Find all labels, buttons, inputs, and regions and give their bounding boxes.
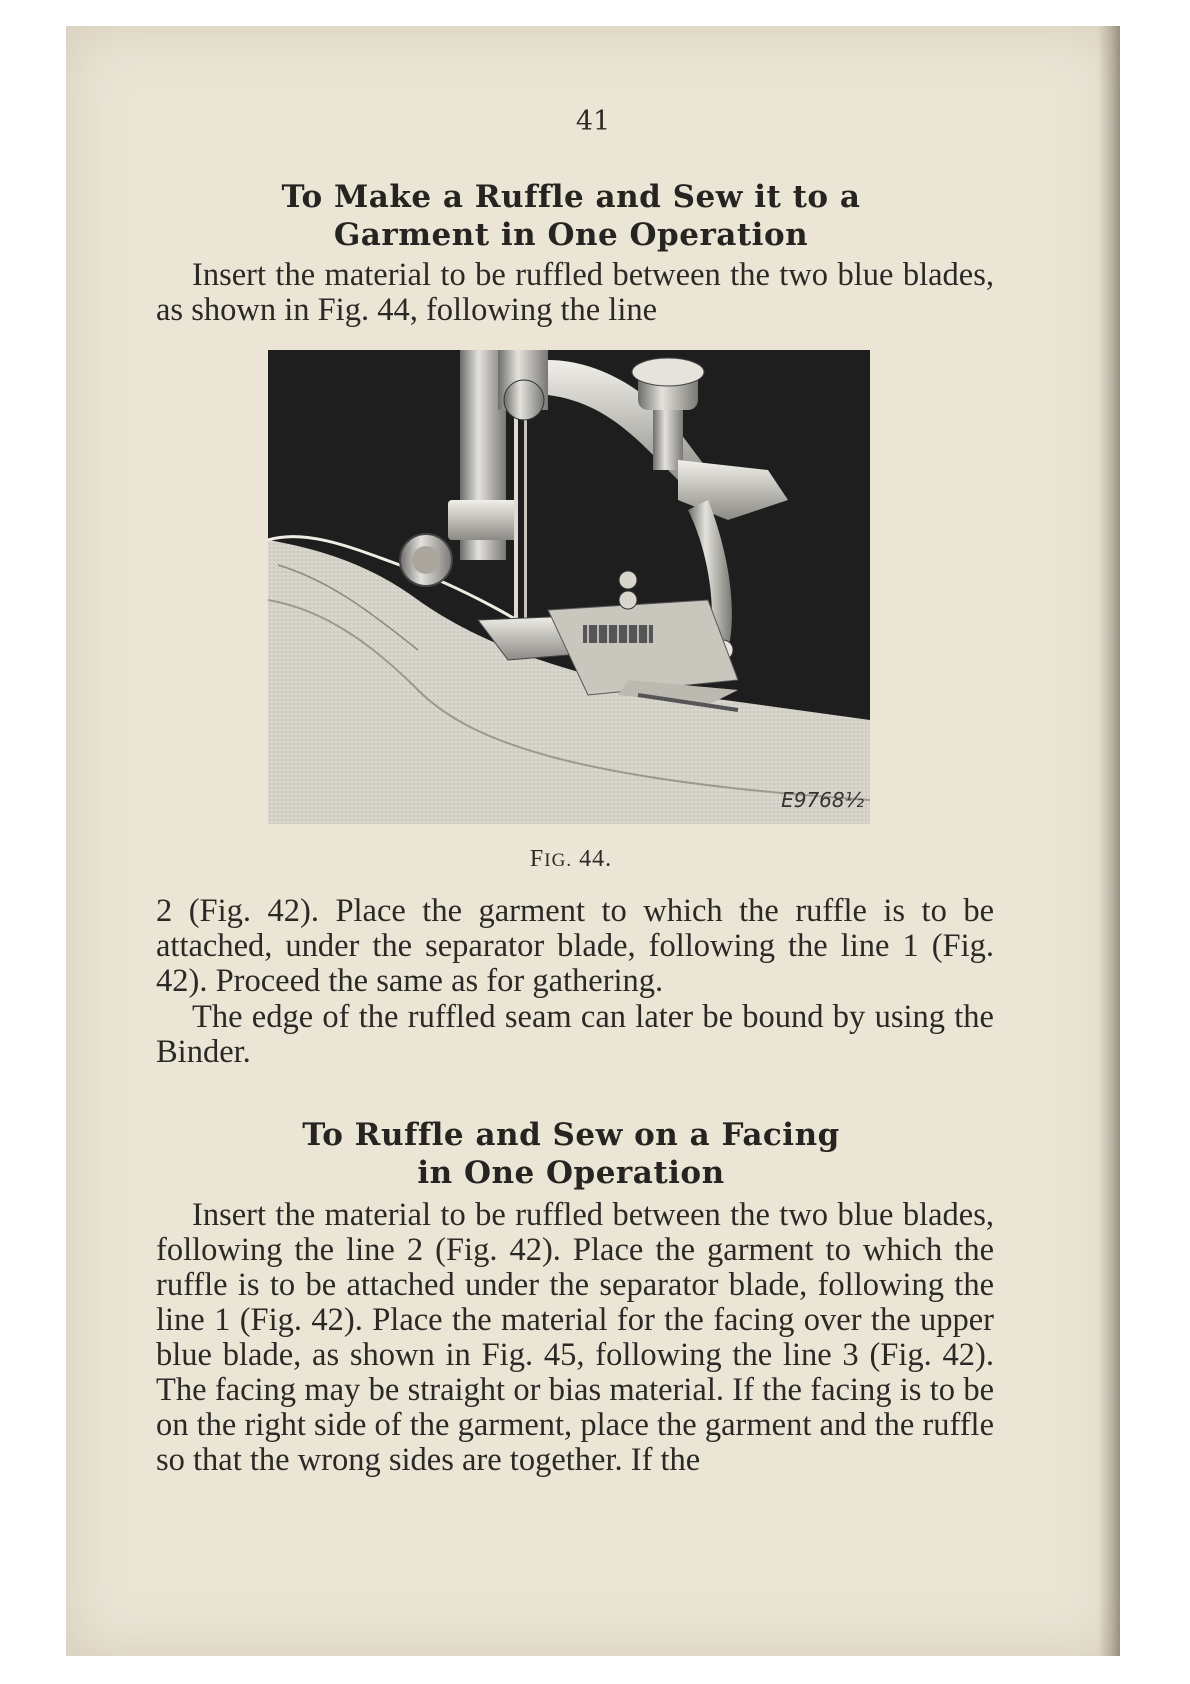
section-heading-facing-line2: in One Operation <box>417 1155 725 1191</box>
figure-caption-prefix: F <box>529 846 545 872</box>
section1-body <box>156 894 994 1070</box>
figure-caption-small: IG. <box>544 850 573 871</box>
facing-paragraph: Insert the material to be ruffled between the two blue blades, following the line 2 (Fig. 42). Place the garment to which the ruffle is to be attached under the separator blade, following the line 1 (Fig. 42). Place the material for the facing over the upper blue blade, as shown in Fig. 45, following the line 3 (Fig. 42). The facing may be straight or bias material. If the facing is to be on the right side of the garment, place the garment and the ruffle so that the wrong sides are together. If the <box>156 1197 994 1478</box>
section-heading-ruffle-line2: Garment in One Operation <box>333 217 809 253</box>
intro-text: Insert the material to be ruffled between the two blue blades, as shown in Fig. 44, following the line <box>156 257 994 328</box>
section2-body <box>156 1198 994 1478</box>
section-heading-facing-line1: To Ruffle and Sew on a Facing <box>302 1117 840 1153</box>
intro-paragraph <box>156 258 994 328</box>
figure-caption-number: 44. <box>579 846 613 872</box>
page-number: 41 <box>575 106 611 137</box>
figure-code: E9768½ <box>781 788 864 812</box>
binder-paragraph: The edge of the ruffled seam can later be bound by using the Binder. <box>156 999 994 1070</box>
book-page <box>66 26 1120 1656</box>
section-heading-ruffle-line1: To Make a Ruffle and Sew it to a <box>281 179 861 215</box>
ruffler-drawing <box>268 350 870 824</box>
figure-caption <box>66 846 1076 873</box>
ruffle-paragraph: 2 (Fig. 42). Place the garment to which the ruffle is to be attached, under the separator blade, following the line 1 (Fig. 42). Proceed the same as for gathering. <box>156 893 994 999</box>
ruffler-attachment-illustration <box>268 350 870 824</box>
